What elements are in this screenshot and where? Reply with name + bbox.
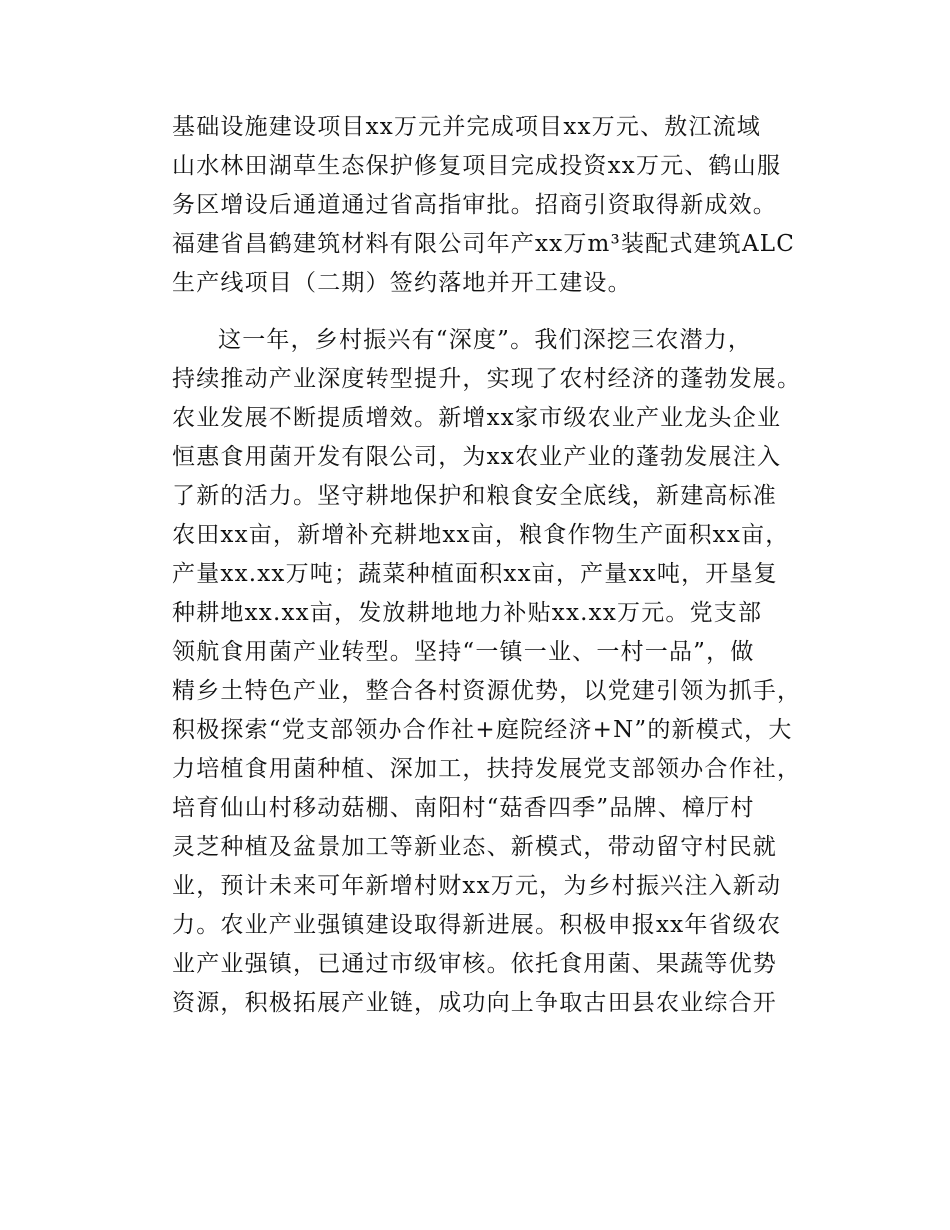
text-line: 资源，积极拓展产业链，成功向上争取古田县农业综合开 — [172, 990, 777, 1016]
text-line: 山水林田湖草生态保护修复项目完成投资xx万元、鹤山服 — [172, 153, 782, 179]
text-line: 福建省昌鹤建筑材料有限公司年产xx万m³装配式建筑ALC — [172, 231, 796, 257]
text-line: 恒惠食用菌开发有限公司，为xx农业产业的蓬勃发展注入 — [172, 444, 782, 470]
text-line: 业，预计未来可年新增村财xx万元，为乡村振兴注入新动 — [172, 873, 782, 899]
document-body — [172, 108, 812, 1023]
text-line: 基础设施建设项目xx万元并完成项目xx万元、敖江流域 — [172, 114, 762, 140]
text-line: 力培植食用菌种植、深加工，扶持发展党支部领办合作社， — [172, 756, 802, 782]
paragraph-rural-revitalization — [172, 321, 812, 1023]
text-line: 农田xx亩，新增补充耕地xx亩，粮食作物生产面积xx亩， — [172, 522, 790, 548]
text-line: 种耕地xx.xx亩，发放耕地地力补贴xx.xx万元。党支部 — [172, 600, 763, 626]
text-line: 培育仙山村移动菇棚、南阳村“菇香四季”品牌、樟厅村 — [172, 795, 755, 821]
text-line: 务区增设后通道通过省高指审批。招商引资取得新成效。 — [172, 192, 777, 218]
text-line: 灵芝种植及盆景加工等新业态、新模式，带动留守村民就 — [172, 834, 777, 860]
text-line: 产量xx.xx万吨；蔬菜种植面积xx亩，产量xx吨，开垦复 — [172, 561, 778, 587]
text-line: 农业发展不断提质增效。新增xx家市级农业产业龙头企业 — [172, 405, 782, 431]
text-line: 精乡土特色产业，整合各村资源优势，以党建引领为抓手， — [172, 678, 802, 704]
text-line: 力。农业产业强镇建设取得新进展。积极申报xx年省级农 — [172, 912, 782, 938]
text-line: 这一年，乡村振兴有“深度”。我们深挖三农潜力， — [218, 327, 753, 353]
text-line: 了新的活力。坚守耕地保护和粮食安全底线，新建高标准 — [172, 483, 777, 509]
text-line: 领航食用菌产业转型。坚持“一镇一业、一村一品”，做 — [172, 639, 755, 665]
text-line: 生产线项目（二期）签约落地并开工建设。 — [172, 270, 632, 296]
text-line: 业产业强镇，已通过市级审核。依托食用菌、果蔬等优势 — [172, 951, 777, 977]
text-line: 积极探索“党支部领办合作社+庭院经济+N”的新模式，大 — [172, 717, 793, 743]
text-line: 持续推动产业深度转型提升，实现了农村经济的蓬勃发展。 — [172, 366, 802, 392]
paragraph-infrastructure — [172, 108, 812, 303]
